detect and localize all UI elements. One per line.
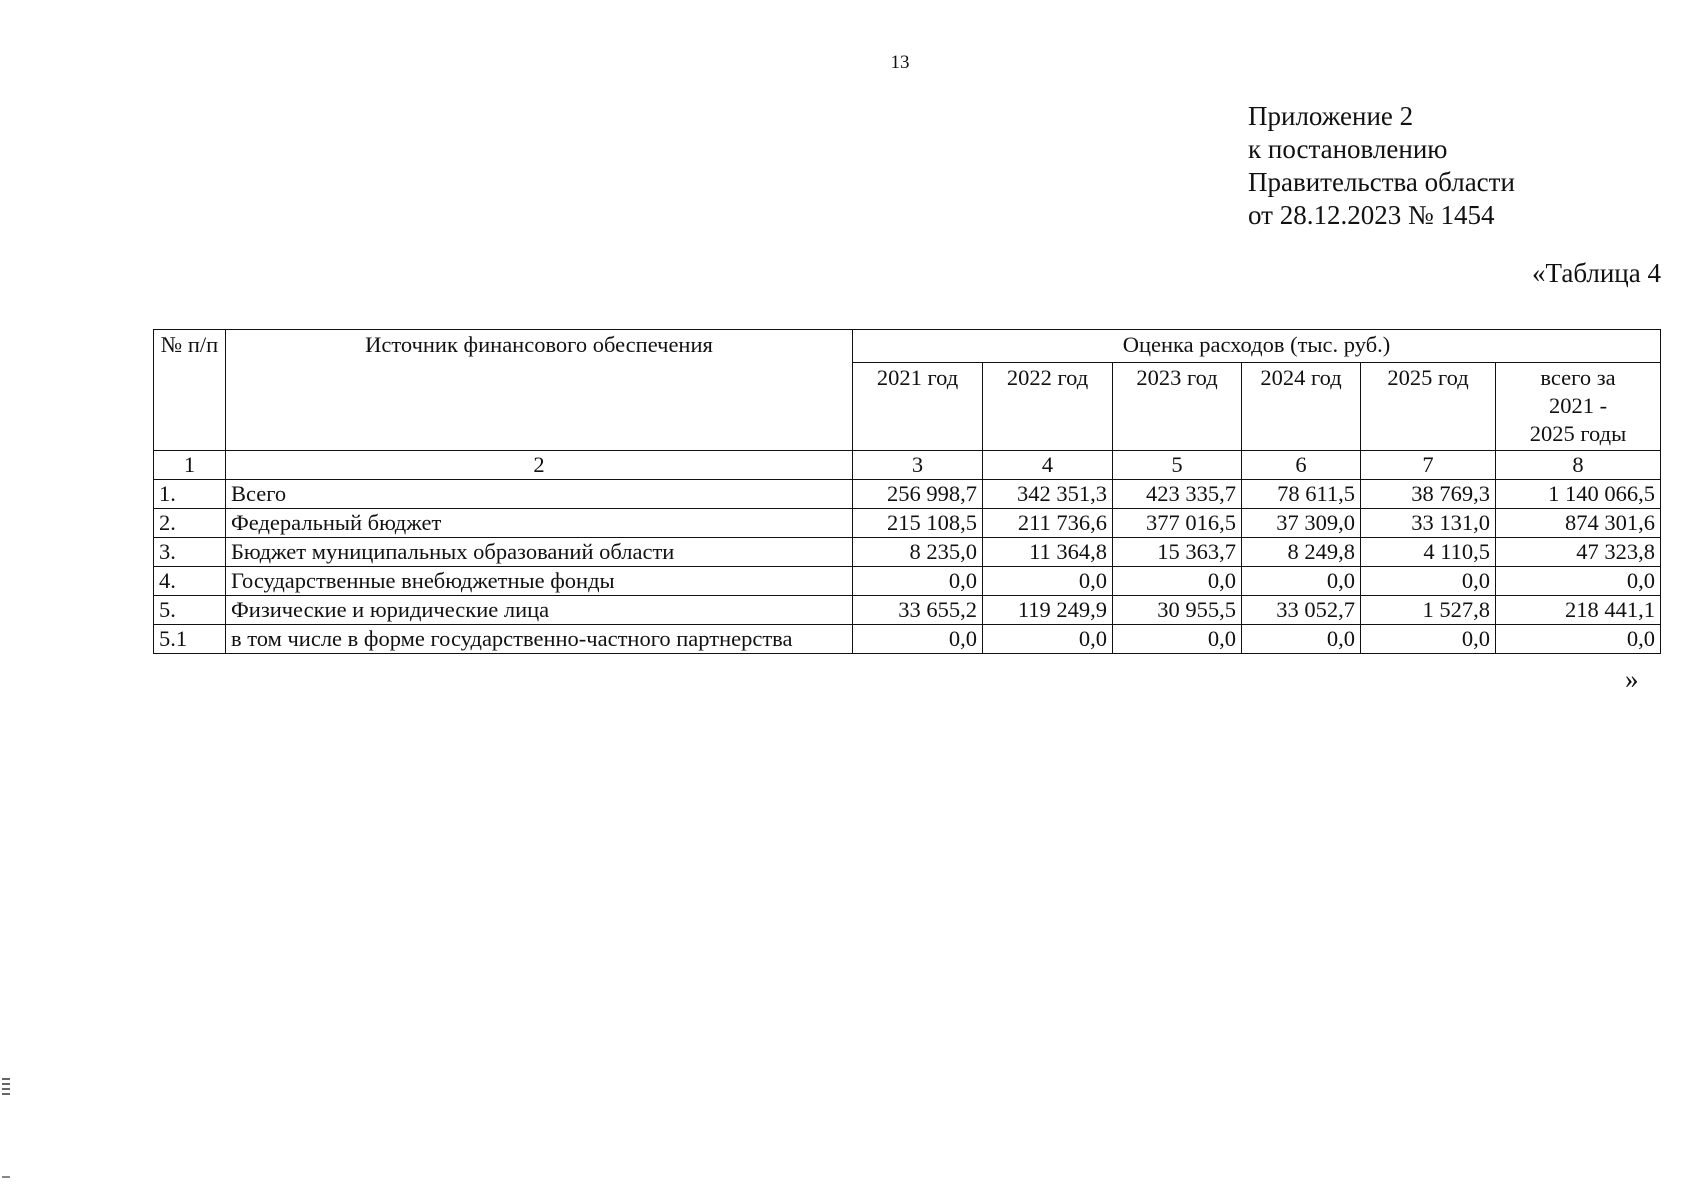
row-value: 37 309,0 (1242, 509, 1361, 538)
row-source: Государственные внебюджетные фонды (226, 567, 853, 596)
row-value: 1 140 066,5 (1496, 480, 1661, 509)
row-value: 0,0 (1113, 567, 1242, 596)
row-value: 0,0 (1361, 625, 1496, 654)
index-cell: 1 (154, 451, 226, 480)
row-value: 8 249,8 (1242, 538, 1361, 567)
header-year: 2024 год (1242, 363, 1361, 451)
header-estimate: Оценка расходов (тыс. руб.) (853, 330, 1661, 363)
row-num: 4. (154, 567, 226, 596)
table-row (154, 567, 1661, 596)
row-value: 874 301,6 (1496, 509, 1661, 538)
row-value: 256 998,7 (853, 480, 983, 509)
row-num: 1. (154, 480, 226, 509)
row-value: 78 611,5 (1242, 480, 1361, 509)
row-value: 15 363,7 (1113, 538, 1242, 567)
index-cell: 7 (1361, 451, 1496, 480)
row-value: 342 351,3 (983, 480, 1113, 509)
row-source: Физические и юридические лица (226, 596, 853, 625)
margin-scan-mark (2, 1176, 10, 1178)
table-row (154, 538, 1661, 567)
table-row (154, 625, 1661, 654)
row-value: 0,0 (853, 625, 983, 654)
row-value: 423 335,7 (1113, 480, 1242, 509)
row-value: 211 736,6 (983, 509, 1113, 538)
row-value: 215 108,5 (853, 509, 983, 538)
row-num: 5. (154, 596, 226, 625)
header-year: 2021 год (853, 363, 983, 451)
row-value: 33 655,2 (853, 596, 983, 625)
row-source: Федеральный бюджет (226, 509, 853, 538)
header-num: № п/п (154, 330, 226, 451)
row-value: 0,0 (1496, 567, 1661, 596)
row-value: 119 249,9 (983, 596, 1113, 625)
appendix-block (1248, 100, 1515, 232)
row-value: 47 323,8 (1496, 538, 1661, 567)
row-value: 33 131,0 (1361, 509, 1496, 538)
row-value: 8 235,0 (853, 538, 983, 567)
appendix-line: Приложение 2 (1248, 101, 1414, 131)
header-source: Источник финансового обеспечения (226, 330, 853, 451)
row-num: 2. (154, 509, 226, 538)
row-value: 11 364,8 (983, 538, 1113, 567)
appendix-line: к постановлению (1248, 134, 1448, 164)
row-source: в том числе в форме государственно-частного партнерства (226, 625, 853, 654)
table-row (154, 480, 1661, 509)
index-cell: 2 (226, 451, 853, 480)
row-value: 377 016,5 (1113, 509, 1242, 538)
index-cell: 4 (983, 451, 1113, 480)
row-num: 5.1 (154, 625, 226, 654)
header-year: 2022 год (983, 363, 1113, 451)
financing-table (153, 329, 1661, 654)
appendix-line: Правительства области (1248, 167, 1515, 197)
closing-quote: » (1625, 664, 1639, 694)
row-value: 0,0 (1242, 567, 1361, 596)
row-source: Всего (226, 480, 853, 509)
row-value: 0,0 (1496, 625, 1661, 654)
row-value: 0,0 (1113, 625, 1242, 654)
row-value: 0,0 (1361, 567, 1496, 596)
table-row (154, 509, 1661, 538)
margin-scan-mark (2, 1078, 10, 1098)
row-source: Бюджет муниципальных образований области (226, 538, 853, 567)
page-number: 13 (890, 52, 910, 73)
header-total: всего за 2021 - 2025 годы (1496, 363, 1661, 451)
index-cell: 5 (1113, 451, 1242, 480)
header-year: 2025 год (1361, 363, 1496, 451)
row-value: 218 441,1 (1496, 596, 1661, 625)
row-value: 0,0 (853, 567, 983, 596)
row-value: 38 769,3 (1361, 480, 1496, 509)
row-value: 0,0 (1242, 625, 1361, 654)
row-value: 30 955,5 (1113, 596, 1242, 625)
table-row (154, 596, 1661, 625)
row-num: 3. (154, 538, 226, 567)
row-value: 0,0 (983, 625, 1113, 654)
row-value: 0,0 (983, 567, 1113, 596)
index-cell: 8 (1496, 451, 1661, 480)
row-value: 33 052,7 (1242, 596, 1361, 625)
table-caption: «Таблица 4 (1532, 258, 1661, 288)
index-cell: 6 (1242, 451, 1361, 480)
row-value: 1 527,8 (1361, 596, 1496, 625)
header-year: 2023 год (1113, 363, 1242, 451)
row-value: 4 110,5 (1361, 538, 1496, 567)
index-cell: 3 (853, 451, 983, 480)
index-row (154, 451, 1661, 480)
appendix-line: от 28.12.2023 № 1454 (1248, 200, 1495, 230)
